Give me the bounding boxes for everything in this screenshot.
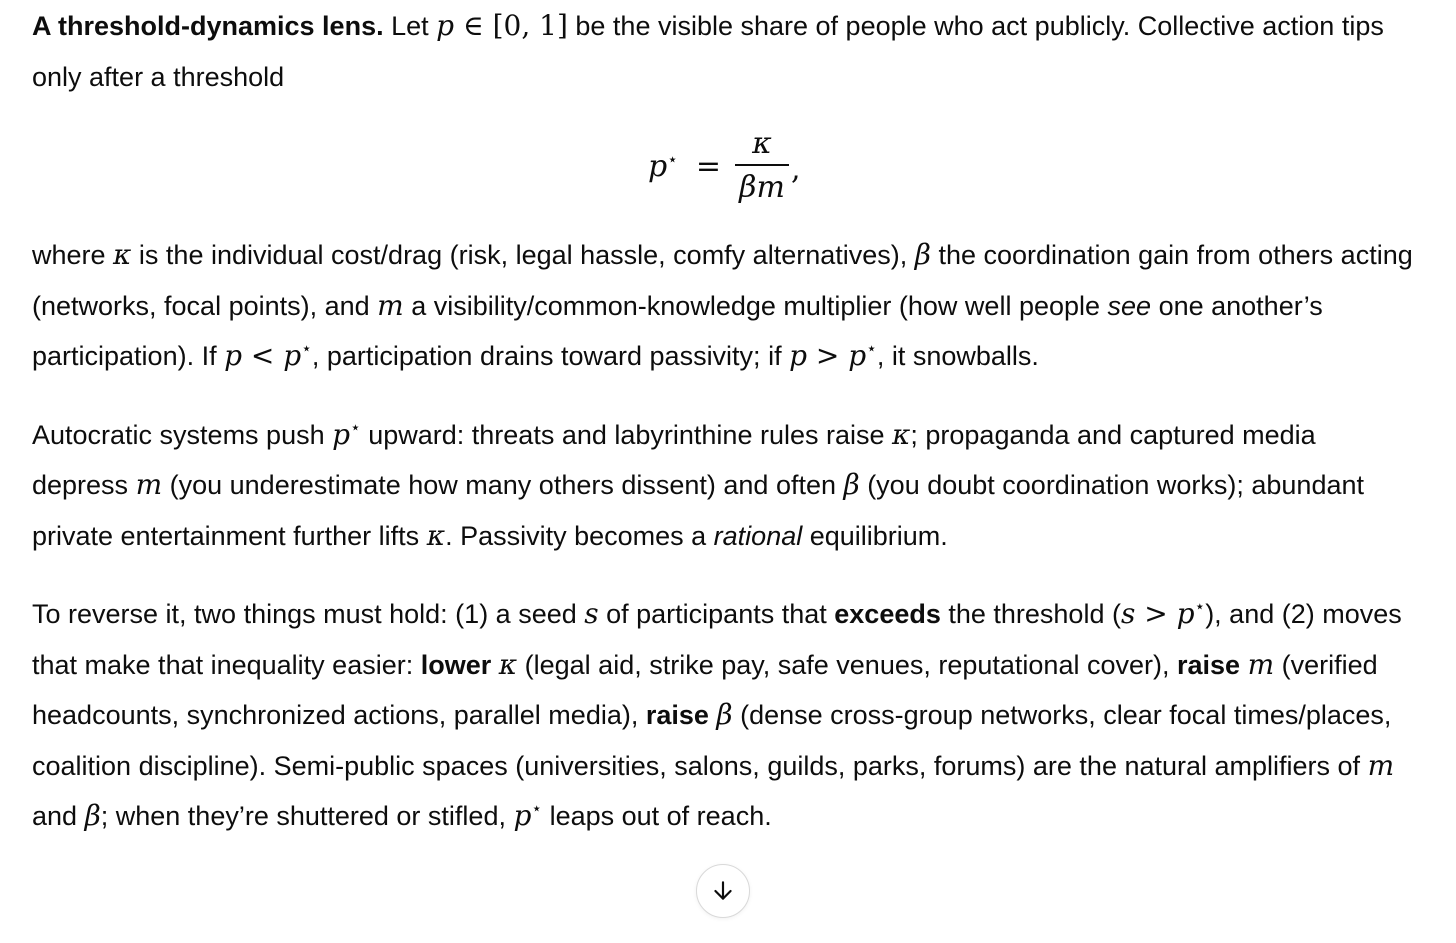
formula-fraction xyxy=(735,124,789,210)
scroll-to-bottom-button[interactable] xyxy=(696,864,750,918)
formula-block xyxy=(32,102,1417,230)
math-p: p xyxy=(436,9,455,42)
formula-equals: = xyxy=(695,148,722,184)
formula-numerator: κ xyxy=(752,126,772,161)
paragraph-reverse: To reverse it, two things must hold: (1) a seed s of participants that exceeds the threshold (s > p⋆), and (2) moves that make that inequality easier: lower κ (legal aid, strike pay, safe venues, reputational cover), raise m (verified headcounts, synchronized actions, parallel media), raise β (dense cross-group networks, clear focal times/places, coalition discipline). Semi-public spaces (universities, salons, guilds, parks, forums) are the natural amplifiers of m and β; when they’re shuttered or stifled, p⋆ leaps out of reach. xyxy=(32,597,1402,832)
lead-heading: A threshold-dynamics lens. xyxy=(32,11,384,41)
paragraph-intro: A threshold-dynamics lens. Let p ∈ [0, 1] be the visible share of people who act publicly. Collective action tips only after a threshold xyxy=(32,9,1384,92)
arrow-down-icon xyxy=(710,878,736,904)
paragraph-autocratic: Autocratic systems push p⋆ upward: threats and labyrinthine rules raise κ; propaganda and captured media depress m (you underestimate how many others dissent) and often β (you doubt coordination works); abundant private entertainment further lifts κ. Passivity becomes a rational equilibrium. xyxy=(32,417,1364,552)
formula-comma: , xyxy=(791,151,801,187)
formula-denominator: βm xyxy=(739,169,785,205)
formula-lhs: p⋆ xyxy=(648,148,678,184)
paragraph-definitions: where κ is the individual cost/drag (risk, legal hassle, comfy alternatives), β the coordination gain from others acting (networks, focal points), and m a visibility/common-knowledge multiplier (how well people see one another’s participation). If p < p⋆, participation drains toward passivity; if p > p⋆, it snowballs. xyxy=(32,238,1413,372)
threshold-formula xyxy=(648,124,801,210)
math-interval: ∈ [0, 1] xyxy=(454,9,568,42)
message-content xyxy=(32,1,1417,842)
